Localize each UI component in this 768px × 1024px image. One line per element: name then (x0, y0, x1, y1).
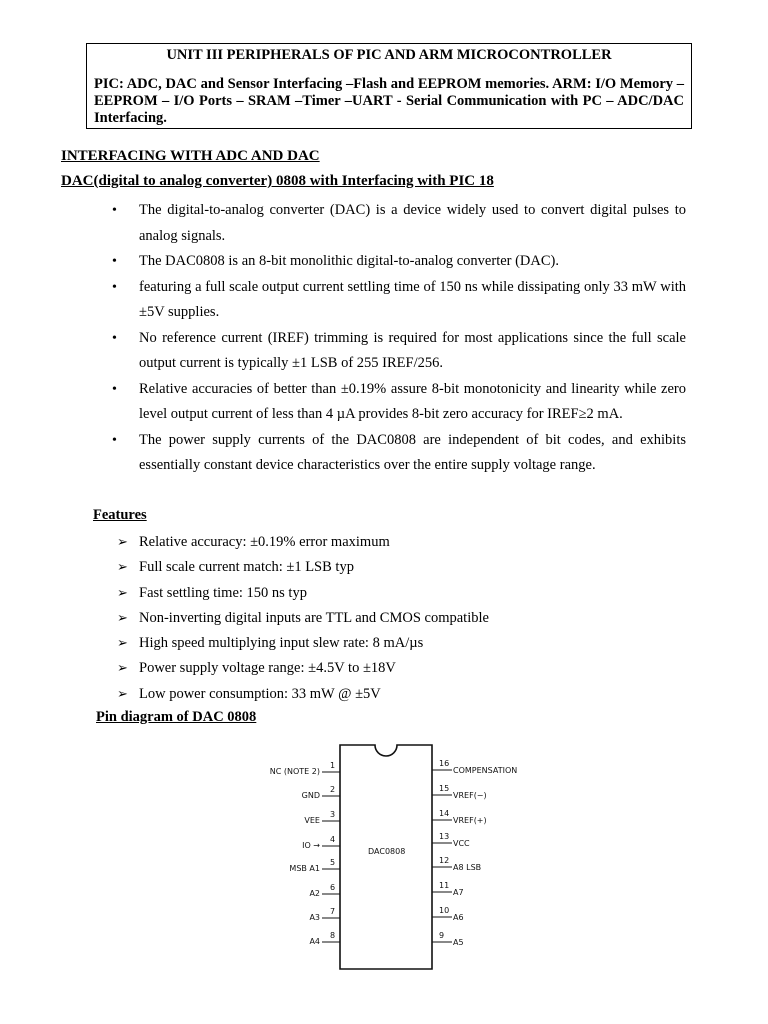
pin-label: A8 LSB (453, 863, 482, 872)
pin-label: A2 (309, 889, 320, 898)
pin-number: 11 (439, 881, 450, 890)
bullet-item: • The DAC0808 is an 8-bit monolithic digital-to-analog converter (DAC). (112, 249, 686, 275)
arrow-bullet-icon: ➢ (117, 535, 128, 550)
arrow-bullet-icon: ➢ (117, 636, 128, 652)
feature-text: Fast settling time: 150 ns typ (139, 584, 307, 601)
unit-description: PIC: ADC, DAC and Sensor Interfacing –Flash and EEPROM memories. ARM: I/O Memory – EEPROM – I/O Ports – SRAM –Timer –UART - Serial Communication with PC – ADC/DAC Interfacing. (94, 76, 684, 126)
unit-header-box (86, 43, 692, 129)
features-heading: Features (93, 507, 147, 523)
pin-label: VEE (304, 816, 320, 825)
pin-number: 8 (330, 931, 336, 940)
pin-number: 2 (330, 785, 336, 794)
pin-label: VREF(−) (453, 791, 487, 800)
pin-number: 13 (439, 832, 450, 841)
pin-number: 14 (439, 809, 450, 818)
pin-label: VREF(+) (453, 816, 487, 825)
feature-text: Relative accuracy: ±0.19% error maximum (139, 534, 390, 550)
feature-text: Low power consumption: 33 mW @ ±5V (139, 685, 381, 702)
arrow-bullet-icon: ➢ (117, 585, 128, 601)
pin-label: VCC (453, 839, 470, 848)
feature-item (117, 555, 489, 580)
left-pin (309, 907, 340, 922)
pin-label: A4 (309, 937, 320, 946)
pin-number: 6 (330, 883, 336, 892)
feature-text: High speed multiplying input slew rate: 8 mA/µs (139, 635, 424, 652)
pin-label: COMPENSATION (453, 766, 518, 775)
right-pin (432, 881, 464, 897)
pin-number: 9 (439, 931, 445, 940)
feature-item (117, 606, 489, 631)
right-pin (432, 856, 481, 872)
arrow-bullet-icon: ➢ (117, 560, 128, 576)
feature-text: Non-inverting digital inputs are TTL and CMOS compatible (139, 609, 489, 626)
pin-diagram-heading: Pin diagram of DAC 0808 (96, 709, 257, 725)
pin-number: 5 (330, 858, 336, 867)
feature-item (117, 530, 489, 555)
unit-title: UNIT III PERIPHERALS OF PIC AND ARM MICROCONTROLLER (166, 47, 612, 63)
left-pin (304, 810, 340, 825)
pin-label: A7 (453, 888, 464, 897)
arrow-bullet-icon: ➢ (117, 661, 128, 677)
feature-text: Power supply voltage range: ±4.5V to ±18V (139, 660, 396, 677)
right-pin (432, 906, 464, 922)
pin-number: 15 (439, 784, 450, 793)
pin-number: 7 (330, 907, 336, 916)
pin-label: A6 (453, 913, 464, 922)
bullet-item: • featuring a full scale output current settling time of 150 ns while dissipating only 33 mW with ±5V supplies. (112, 275, 686, 326)
right-pin (432, 832, 470, 848)
left-pin (270, 761, 340, 776)
section-subheading: DAC(digital to analog converter) 0808 with Interfacing with PIC 18 (61, 173, 494, 189)
left-pin (309, 931, 340, 946)
dac0808-pin-diagram (258, 735, 528, 975)
bullet-item: • Relative accuracies of better than ±0.19% assure 8-bit monotonicity and linearity while zero level output current of less than 4 µA provides 8-bit zero accuracy for IREF≥2 mA. (112, 377, 686, 428)
bullet-item: • The digital-to-analog converter (DAC) is a device widely used to convert digital pulses to analog signals. (112, 198, 686, 249)
pin-label: GND (301, 791, 320, 800)
feature-item (117, 631, 489, 656)
pin-number: 4 (330, 835, 336, 844)
right-pin (432, 759, 517, 775)
features-list (117, 530, 489, 707)
arrow-bullet-icon: ➢ (117, 686, 128, 702)
pin-number: 10 (439, 906, 450, 915)
left-pin (289, 858, 340, 873)
chip-label: DAC0808 (368, 847, 406, 856)
pin-label: A3 (309, 913, 320, 922)
pin-number: 1 (330, 761, 336, 770)
bullet-list (112, 198, 686, 479)
left-pin (302, 835, 340, 850)
pin-number: 16 (439, 759, 450, 768)
feature-item (117, 682, 489, 707)
feature-text: Full scale current match: ±1 LSB typ (139, 559, 354, 576)
right-pin (432, 809, 487, 825)
right-pin (432, 931, 464, 947)
pin-label: IO → (302, 841, 320, 850)
bullet-item: • No reference current (IREF) trimming is required for most applications since the full scale output current is typically ±1 LSB of 255 IREF/256. (112, 326, 686, 377)
pin-number: 3 (330, 810, 336, 819)
right-pin (432, 784, 487, 800)
bullet-item: • The power supply currents of the DAC0808 are independent of bit codes, and exhibits essentially constant device characteristics over the entire supply voltage range. (112, 428, 686, 479)
feature-item (117, 581, 489, 606)
pin-label: A5 (453, 938, 464, 947)
pin-label: NC (NOTE 2) (269, 767, 320, 776)
chip-body (340, 745, 432, 969)
arrow-bullet-icon: ➢ (117, 610, 128, 626)
pin-label: MSB A1 (289, 864, 320, 873)
left-pin (309, 883, 340, 898)
feature-item (117, 656, 489, 681)
left-pin (302, 785, 340, 800)
pin-number: 12 (439, 856, 450, 865)
section-heading: INTERFACING WITH ADC AND DAC (61, 148, 320, 164)
